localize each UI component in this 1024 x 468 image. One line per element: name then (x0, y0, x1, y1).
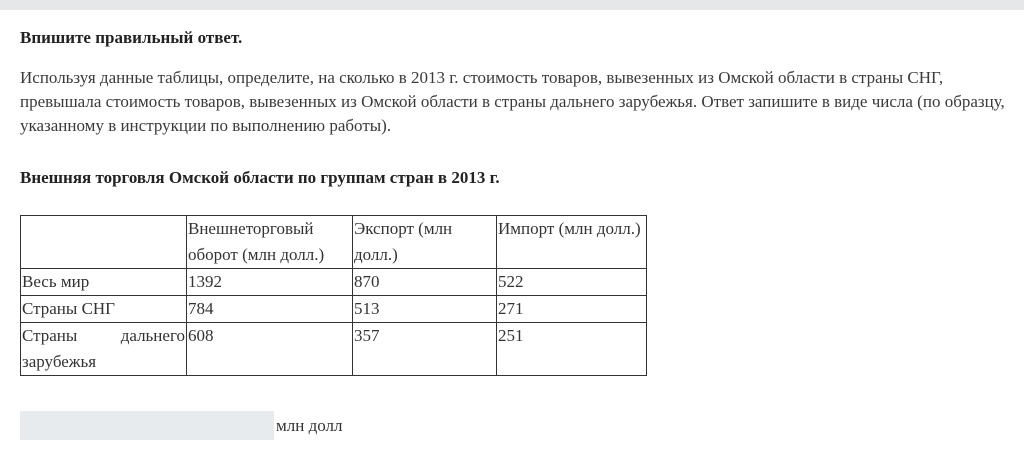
header-cell-turnover: Внешнеторговый оборот (млн долл.) (187, 216, 353, 269)
header-cell-export: Экспорт (млн долл.) (353, 216, 497, 269)
header-cell-empty (21, 216, 187, 269)
table-cell: 251 (497, 323, 647, 376)
row-label-cis: Страны СНГ (21, 296, 187, 323)
table-title: Внешняя торговля Омской области по группам стран в 2013 г. (20, 168, 500, 187)
row-label-far-abroad-line1 (22, 323, 185, 349)
table-cell: 513 (353, 296, 497, 323)
table-header-row (21, 216, 647, 269)
top-bar (0, 0, 1024, 10)
row-label-part: Страны (22, 326, 78, 345)
table-row (21, 323, 647, 376)
table-cell: 608 (187, 323, 353, 376)
table-cell: 271 (497, 296, 647, 323)
table-cell: 870 (353, 269, 497, 296)
table-cell: 357 (353, 323, 497, 376)
trade-table (20, 215, 647, 376)
instruction-heading: Впишите правильный ответ. (20, 28, 243, 47)
row-label-world: Весь мир (21, 269, 187, 296)
row-label-far-abroad (21, 323, 187, 376)
row-label-far-abroad-line2: зарубежья (22, 352, 97, 371)
table-row (21, 296, 647, 323)
table-row (21, 269, 647, 296)
header-cell-import: Импорт (млн долл.) (497, 216, 647, 269)
question-text: Используя данные таблицы, определите, на сколько в 2013 г. стоимость товаров, вывезенных из Омской области в страны СНГ, превышала стоимость товаров, вывезенных из Омской области в страны дальнего зарубежья. Ответ запишите в виде числа (по образцу, указанному в инструкции по выполнению работы). (20, 68, 1005, 135)
answer-input[interactable] (20, 411, 274, 440)
row-label-part: дальнего (120, 326, 185, 345)
table-cell: 784 (187, 296, 353, 323)
table-cell: 522 (497, 269, 647, 296)
answer-unit-label: млн долл (276, 415, 343, 435)
table-cell: 1392 (187, 269, 353, 296)
answer-row (20, 411, 342, 440)
